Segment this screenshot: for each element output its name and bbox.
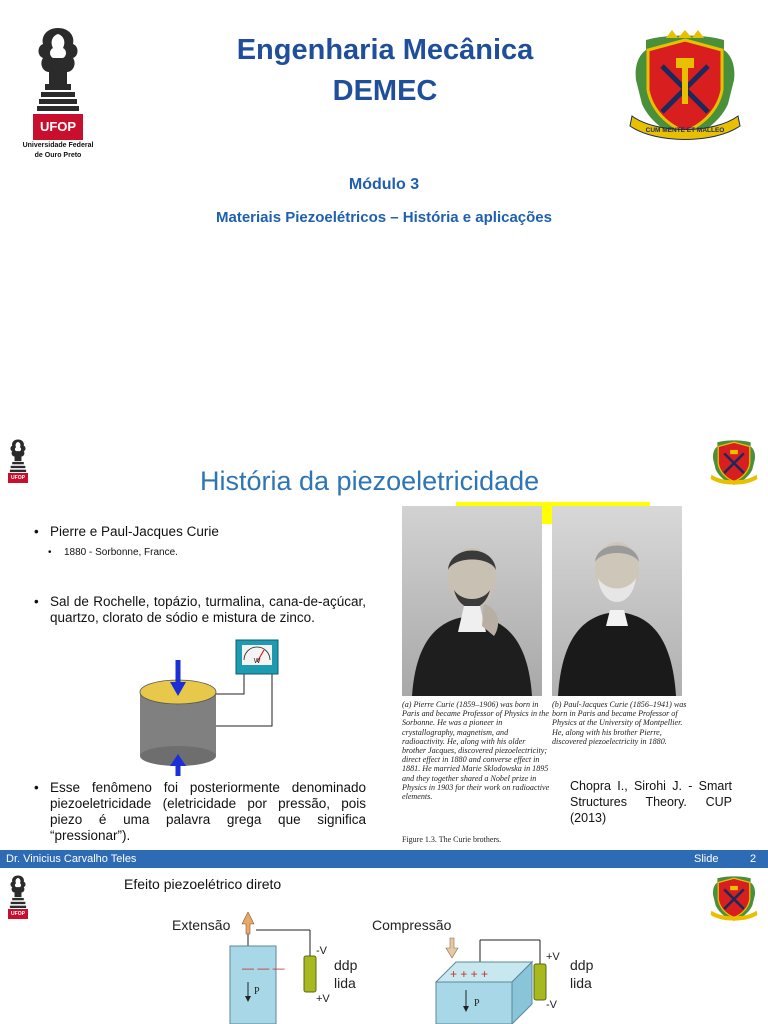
demec-crest-small-icon (708, 438, 760, 490)
pole-plus-1: +V (316, 993, 330, 1005)
ufop-logo (22, 24, 94, 166)
bullet-group-3 (34, 780, 366, 844)
polarization-label-2: P (474, 998, 480, 1009)
pole-minus-2: -V (546, 999, 557, 1011)
footer-author: Dr. Vinicius Carvalho Teles (6, 853, 137, 865)
demec-crest-icon (626, 30, 744, 152)
ufop-crest-icon (33, 24, 83, 112)
svg-text:+ + + +: + + + + (450, 967, 489, 981)
bullet-piezoelectricity: • Esse fenômeno foi posteriormente denominado piezoeletricidade (eletricidade por pressão, pois piezo é uma palavra grega que significa “pressionar”). (34, 780, 366, 844)
ufop-crest-small-icon (8, 438, 28, 472)
label-compression: Compressão (372, 917, 452, 933)
direct-effect-diagram (160, 912, 620, 1024)
slide3-title: Efeito piezoelétrico direto (124, 876, 282, 892)
module-subtitle: Materiais Piezoelétricos – História e aplicações (216, 209, 552, 226)
ufop-badge: UFOP (33, 114, 83, 140)
ufop-badge-small-3: UFOP (8, 909, 28, 919)
slide-1 (0, 0, 768, 432)
ddp-line2-2: lida (570, 975, 592, 991)
ufop-logo-small (6, 438, 30, 488)
caption-paul-jacques: (b) Paul-Jacques Curie (1856–1941) was born in Paris and became Professor of Physics at the University of Montpellier. He, along with his brother Pierre, discovered piezoelectricity in 1880. (552, 700, 687, 746)
ddp-line2-1: lida (334, 975, 356, 991)
module-label: Módulo 3 (348, 176, 420, 193)
photo-paul-jacques-curie (552, 506, 682, 696)
citation: Chopra I., Sirohi J. - Smart Structures Theory. CUP (2013) (570, 779, 732, 825)
bullet-group-2 (34, 594, 366, 626)
caption-pierre: (a) Pierre Curie (1859–1906) was born in Paris and became Professor of Physics in the Sorbonne. He was a pioneer in crystallography, magnetism, and radioactivity. He, along with his older brother Jacques, discovered piezoelectricity; direct effect in 1880 and converse effect in 1881. He married Marie Sklodowska in 1895 and they together shared a Nobel prize in Physics in 1903 for their work on radioactive elements. (402, 700, 550, 802)
bullet-group-1 (34, 524, 366, 559)
meter-label: W (253, 658, 261, 665)
slide-2 (0, 432, 768, 868)
footer-slide-label: Slide (694, 853, 719, 865)
footer-slide-number: 2 (750, 853, 757, 865)
bullet-materials: • Sal de Rochelle, topázio, turmalina, cana-de-açúcar, quartzo, clorato de sódio e mistura de zinco. (34, 594, 366, 626)
pole-plus-2: +V (546, 951, 560, 963)
piezo-disc-diagram (130, 636, 280, 776)
ufop-name-line1: Universidade Federal (22, 142, 94, 149)
demec-crest-small-icon-3 (708, 874, 760, 926)
bullet-curie: • Pierre e Paul-Jacques Curie (34, 524, 366, 540)
slide1-title-line2: DEMEC (332, 75, 438, 107)
ufop-crest-small-icon (8, 874, 28, 908)
pole-minus-1: -V (316, 945, 327, 957)
ddp-line1-2: ddp (570, 957, 594, 973)
crest-motto: CUM MENTE ET MALLEO (645, 127, 725, 134)
label-extension: Extensão (172, 917, 231, 933)
ufop-logo-small-3 (6, 874, 30, 924)
slide1-title-line1: Engenharia Mecânica (236, 34, 534, 66)
ufop-badge-small: UFOP (8, 473, 28, 483)
slide2-title: História da piezoeletricidade (200, 466, 540, 496)
ddp-line1-1: ddp (334, 957, 358, 973)
bullet-sorbonne: • 1880 - Sorbonne, France. (34, 546, 366, 559)
ufop-name-line2: de Ouro Preto (34, 152, 82, 159)
polarization-label-1: P (254, 986, 260, 997)
photo-pierre-curie (402, 506, 542, 696)
slide-3 (0, 868, 768, 1024)
slide-footer (0, 850, 768, 868)
svg-text:— — —: — — — (242, 961, 285, 975)
figure-label: Figure 1.3. The Curie brothers. (402, 835, 502, 844)
